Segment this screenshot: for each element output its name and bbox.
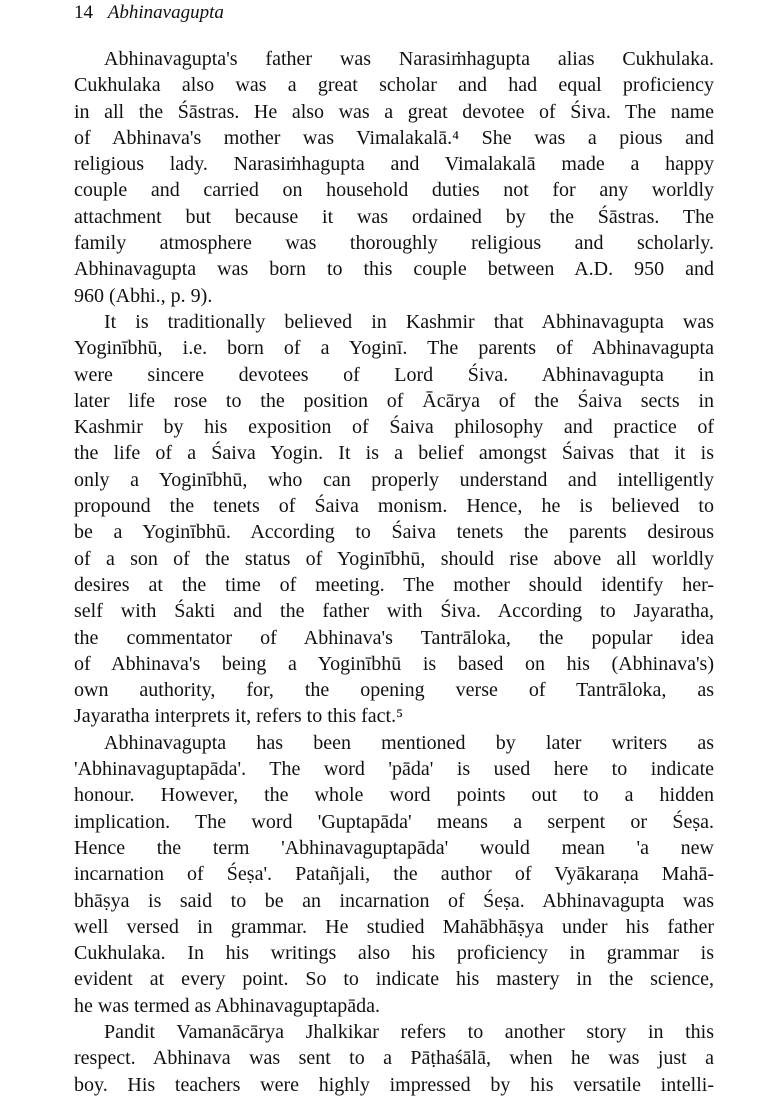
text-line: propound the tenets of Śaiva monism. Hence, he is believed to [74, 495, 714, 518]
text-line: were sincere devotees of Lord Śiva. Abhinavagupta in [74, 363, 714, 386]
text-line: bhāṣya is said to be an incarnation of Śeṣa. Abhinavagupta was [74, 889, 714, 912]
text-line: Yoginībhū, i.e. born of a Yoginī. The parents of Abhinavagupta [74, 337, 714, 360]
text-line: own authority, for, the opening verse of Tantrāloka, as [74, 679, 714, 702]
text-line: Jayaratha interprets it, refers to this fact.⁵ [74, 705, 404, 728]
text-line: in all the Śāstras. He also was a great devotee of Śiva. The name [74, 100, 714, 123]
text-line: Pandit Vamanācārya Jhalkikar refers to another story in this [104, 1020, 714, 1043]
text-line: attachment but because it was ordained by the Śāstras. The [74, 205, 714, 228]
text-line: incarnation of Śeṣa'. Patañjali, the author of Vyākaraṇa Mahā- [74, 863, 714, 886]
text-line: be a Yoginībhū. According to Śaiva tenets the parents desirous [74, 521, 714, 544]
text-line: boy. His teachers were highly impressed by his versatile intelli- [74, 1073, 714, 1096]
text-line: of Abhinava's being a Yoginībhū is based on his (Abhinava's) [74, 652, 714, 675]
text-line: desires at the time of meeting. The mother should identify her- [74, 573, 714, 596]
text-line: Abhinavagupta's father was Narasiṁhagupta alias Cukhulaka. [104, 48, 714, 70]
running-title: Abhinavagupta [107, 2, 224, 23]
text-line: well versed in grammar. He studied Mahābhāṣya under his father [74, 915, 714, 938]
text-line: later life rose to the position of Ācārya of the Śaiva sects in [74, 389, 714, 412]
text-line: Cukhulaka also was a great scholar and had equal proficiency [74, 74, 714, 97]
text-line: of Abhinava's mother was Vimalakalā.⁴ She was a pious and [74, 126, 714, 149]
text-line: Kashmir by his exposition of Śaiva philosophy and practice of [74, 416, 714, 439]
text-line: of a son of the status of Yoginībhū, should rise above all worldly [74, 547, 714, 570]
text-line: Abhinavagupta was born to this couple between A.D. 950 and [74, 258, 714, 281]
text-line: couple and carried on household duties not for any worldly [74, 179, 714, 202]
paragraph-4 [74, 1019, 714, 1098]
text-line: the life of a Śaiva Yogin. It is a belief amongst Śaivas that it is [74, 442, 714, 465]
text-line: evident at every point. So to indicate his mastery in the science, [74, 968, 714, 991]
paragraph-2 [74, 309, 714, 730]
paragraph-3 [74, 730, 714, 1019]
text-line: implication. The word 'Guptapāda' means a serpent or Śeṣa. [74, 810, 714, 833]
text-line: It is traditionally believed in Kashmir that Abhinavagupta was [104, 310, 714, 333]
text-line: only a Yoginībhū, who can properly understand and intelligently [74, 468, 714, 491]
text-line: family atmosphere was thoroughly religious and scholarly. [74, 232, 714, 255]
text-line: 960 (Abhi., p. 9). [74, 284, 213, 307]
body-text [74, 46, 714, 1098]
text-line: honour. However, the whole word points out to a hidden [74, 784, 714, 807]
text-line: the commentator of Abhinava's Tantrāloka, the popular idea [74, 626, 714, 649]
running-head [74, 2, 224, 24]
text-line: respect. Abhinava was sent to a Pāṭhaśālā, when he was just a [74, 1047, 714, 1070]
text-line: Abhinavagupta has been mentioned by later writers as [104, 731, 714, 754]
paragraph-1 [74, 46, 714, 309]
text-line: Hence the term 'Abhinavaguptapāda' would mean 'a new [74, 836, 714, 859]
text-line: he was termed as Abhinavaguptapāda. [74, 994, 381, 1017]
text-line: 'Abhinavaguptapāda'. The word 'pāda' is used here to indicate [74, 758, 714, 781]
text-line: Cukhulaka. In his writings also his proficiency in grammar is [74, 942, 714, 965]
text-line: self with Śakti and the father with Śiva. According to Jayaratha, [74, 600, 714, 623]
text-line: religious lady. Narasiṁhagupta and Vimalakalā made a happy [74, 153, 714, 176]
page-number: 14 [74, 2, 93, 23]
